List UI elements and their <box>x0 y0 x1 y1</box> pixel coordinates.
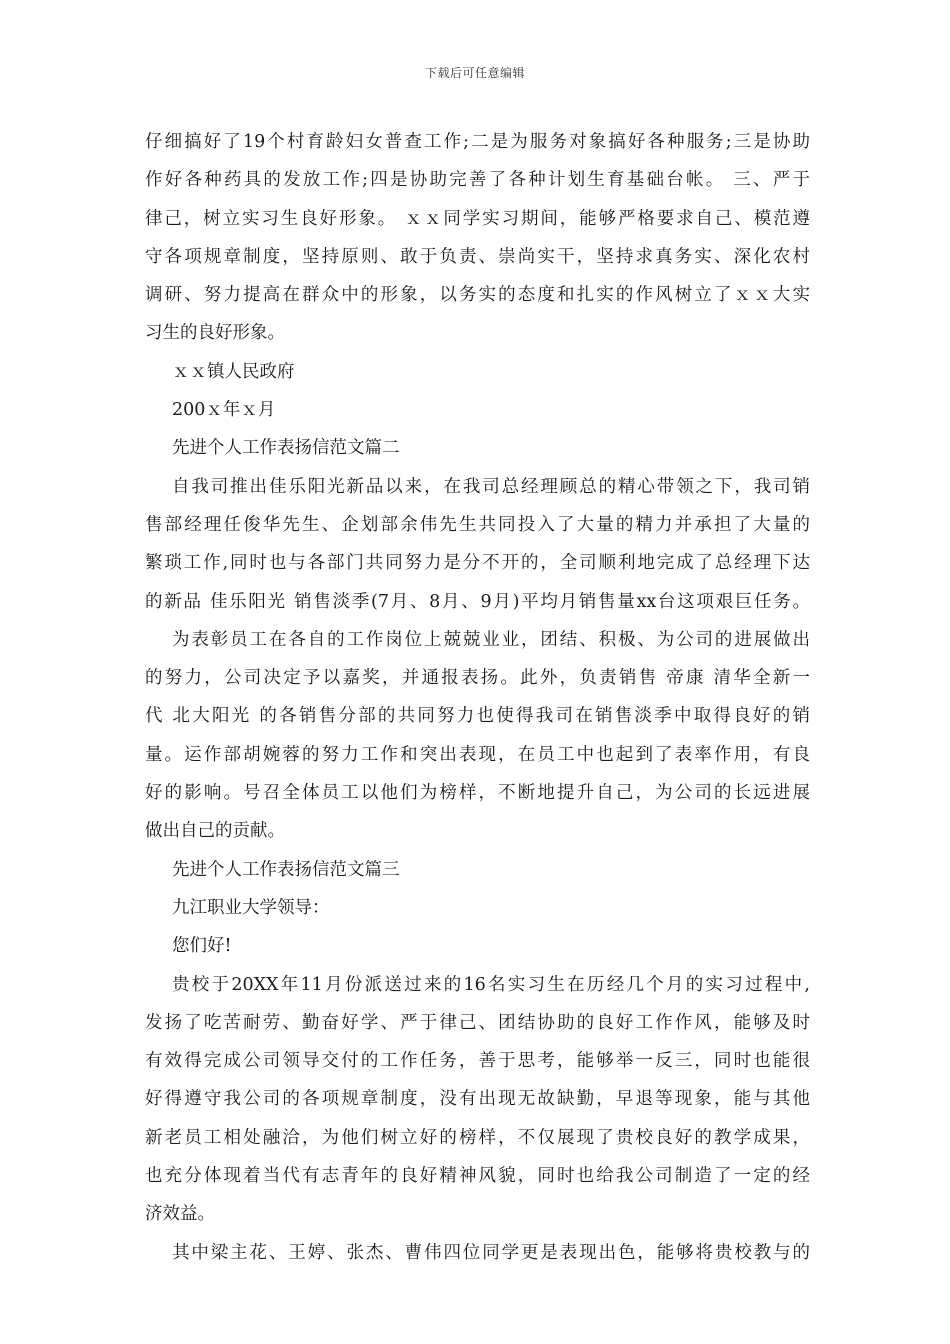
text-line: 习生的良好形象。 <box>145 323 285 344</box>
text-line: 自我司推出佳乐阳光新品以来，在我司总经理顾总的精心带领之下，我司销 <box>172 476 810 497</box>
text-line: 其中梁主花、王婷、张杰、曹伟四位同学更是表现出色，能够将贵校教与的 <box>172 1242 810 1263</box>
text-line: 仔细搞好了19个村育龄妇女普查工作;二是为服务对象搞好各种服务;三是协助 <box>145 132 810 152</box>
text-line: 有效得完成公司领导交付的工作任务，善于思考，能够举一反三，同时也能很 <box>145 1051 810 1072</box>
text-line: 好得遵守我公司的各项规章制度，没有出现无故缺勤，早退等现象，能与其他 <box>145 1089 810 1110</box>
text-line: 为表彰员工在各自的工作岗位上兢兢业业，团结、积极、为公司的进展做出 <box>172 629 810 650</box>
text-line: 发扬了吃苦耐劳、勤奋好学、严于律己、团结协助的良好工作作风，能够及时 <box>145 1012 810 1033</box>
text-line: 代 北大阳光 的各销售分部的共同努力也使得我司在销售淡季中取得良好的销 <box>145 706 810 727</box>
text-line: 繁琐工作,同时也与各部门共同努力是分不开的，全司顺利地完成了总经理下达 <box>145 553 810 574</box>
text-line: ｘｘ镇人民政府 <box>172 361 295 382</box>
text-line: 的努力，公司决定予以嘉奖，并通报表扬。此外，负责销售 帝康 清华全新一 <box>145 668 810 689</box>
document-body <box>145 123 810 1272</box>
text-line: 调研、努力提高在群众中的形象，以务实的态度和扎实的作风树立了ｘｘ大实 <box>145 285 810 306</box>
text-line: 的新品 佳乐阳光 销售淡季(7月、8月、9月)平均月销售量xx台这项艰巨任务。 <box>145 591 810 612</box>
text-line: 济效益。 <box>145 1204 215 1225</box>
page-header: 下载后可任意编辑 <box>424 66 525 80</box>
text-line: 律己，树立实习生良好形象。 ｘｘ同学实习期间，能够严格要求自己、模范遵 <box>145 208 810 229</box>
text-line: 量。运作部胡婉蓉的努力工作和突出表现，在员工中也起到了表率作用，有良 <box>145 744 810 765</box>
text-line: 新老员工相处融洽，为他们树立好的榜样，不仅展现了贵校良好的教学成果， <box>145 1127 810 1148</box>
text-line: 售部经理任俊华先生、企划部余伟先生共同投入了大量的精力并承担了大量的 <box>145 514 810 535</box>
text-line: 也充分体现着当代有志青年的良好精神风貌，同时也给我公司制造了一定的经 <box>145 1166 810 1187</box>
text-line: 您们好! <box>172 936 232 957</box>
text-line: 先进个人工作表扬信范文篇三 <box>172 859 400 880</box>
text-line: 做出自己的贡献。 <box>145 821 285 842</box>
text-line: 好的影响。号召全体员工以他们为榜样，不断地提升自己，为公司的长远进展 <box>145 783 810 804</box>
text-line: 九江职业大学领导： <box>172 897 330 918</box>
text-line: 守各项规章制度，坚持原则、敢于负责、崇尚实干，坚持求真务实、深化农村 <box>145 246 810 267</box>
text-line: 作好各种药具的发放工作;四是协助完善了各种计划生育基础台帐。 三、严于 <box>145 170 810 191</box>
text-line: 先进个人工作表扬信范文篇二 <box>172 438 400 459</box>
text-line: 贵校于20XX年11月份派送过来的16名实习生在历经几个月的实习过程中, <box>172 974 810 995</box>
text-line: 200ｘ年ｘ月 <box>172 400 276 421</box>
